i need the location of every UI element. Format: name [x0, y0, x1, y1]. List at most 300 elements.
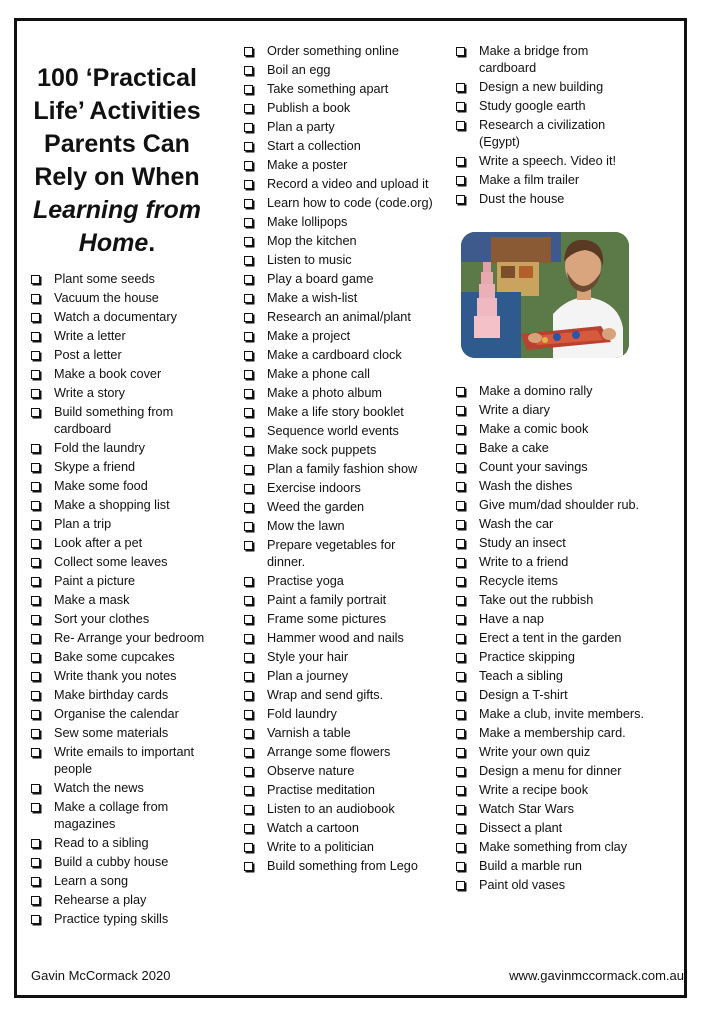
activity-item	[243, 480, 433, 497]
activity-label: Learn a song	[54, 874, 129, 888]
activity-label: Arrange some flowers	[267, 745, 391, 759]
checkbox-icon	[244, 161, 253, 170]
title-period: .	[148, 229, 156, 257]
checkbox-icon	[456, 672, 465, 681]
activity-item	[243, 157, 433, 174]
activity-label: Listen to an audiobook	[267, 802, 395, 816]
checkbox-icon	[31, 877, 40, 886]
checkbox-icon	[31, 729, 40, 738]
activity-item	[243, 347, 433, 364]
activity-item	[30, 780, 218, 797]
activity-label: Take out the rubbish	[479, 593, 594, 607]
checkbox-icon	[31, 915, 40, 924]
activity-label: Look after a pet	[54, 536, 143, 550]
activity-item	[243, 271, 433, 288]
checkbox-icon	[31, 710, 40, 719]
activity-label: Make a photo album	[267, 386, 382, 400]
activity-label: Dust the house	[479, 192, 565, 206]
activity-item	[30, 706, 218, 723]
activity-item	[455, 649, 645, 666]
activity-item	[455, 383, 645, 400]
checkbox-icon	[244, 313, 253, 322]
activity-item	[30, 440, 218, 457]
checkbox-icon	[456, 786, 465, 795]
activity-label: Make a cardboard clock	[267, 348, 402, 362]
activity-item	[243, 744, 433, 761]
activity-item	[455, 497, 645, 514]
checkbox-icon	[456, 691, 465, 700]
activity-item	[30, 799, 218, 833]
checkbox-icon	[244, 634, 253, 643]
activity-list-column-2	[243, 43, 433, 877]
checkbox-icon	[244, 275, 253, 284]
checkbox-icon	[244, 446, 253, 455]
activity-label: Make a book cover	[54, 367, 162, 381]
activity-label: Give mum/dad shoulder rub.	[479, 498, 640, 512]
checkbox-icon	[31, 408, 40, 417]
activity-item	[243, 649, 433, 666]
activity-label: Style your hair	[267, 650, 349, 664]
activity-item	[243, 195, 433, 212]
checkbox-icon	[456, 577, 465, 586]
checkbox-icon	[456, 805, 465, 814]
activity-label: Skype a friend	[54, 460, 136, 474]
activity-label: Plant some seeds	[54, 272, 155, 286]
checkbox-icon	[31, 653, 40, 662]
activity-item	[455, 191, 645, 208]
activity-label: Write thank you notes	[54, 669, 177, 683]
activity-item	[30, 404, 218, 438]
title-line: Parents Can	[44, 130, 190, 158]
checkbox-icon	[31, 615, 40, 624]
activity-label: Study an insect	[479, 536, 566, 550]
activity-item	[243, 706, 433, 723]
activity-label: Observe nature	[267, 764, 355, 778]
activity-label: Erect a tent in the garden	[479, 631, 622, 645]
activity-item	[243, 782, 433, 799]
checkbox-icon	[244, 47, 253, 56]
activity-item	[243, 366, 433, 383]
activity-label: Publish a book	[267, 101, 351, 115]
activity-item	[455, 535, 645, 552]
checkbox-icon	[244, 104, 253, 113]
checkbox-icon	[31, 332, 40, 341]
checkbox-icon	[456, 748, 465, 757]
activity-label: Teach a sibling	[479, 669, 563, 683]
checkbox-icon	[244, 862, 253, 871]
checkbox-icon	[456, 862, 465, 871]
checkbox-icon	[244, 596, 253, 605]
activity-item	[243, 630, 433, 647]
checkbox-icon	[244, 691, 253, 700]
checkbox-icon	[456, 520, 465, 529]
checkbox-icon	[244, 710, 253, 719]
activity-label: Make a bridge from cardboard	[479, 44, 589, 75]
activity-label: Build something from cardboard	[54, 405, 174, 436]
checkbox-icon	[31, 482, 40, 491]
checkbox-icon	[31, 275, 40, 284]
activity-label: Make a comic book	[479, 422, 589, 436]
checkbox-icon	[244, 256, 253, 265]
activity-label: Write a letter	[54, 329, 126, 343]
activity-label: Plan a family fashion show	[267, 462, 418, 476]
checkbox-icon	[456, 121, 465, 130]
checkbox-icon	[31, 784, 40, 793]
checkbox-icon	[31, 858, 40, 867]
activity-item	[455, 117, 645, 151]
activity-item	[30, 535, 218, 552]
activity-label: Write a recipe book	[479, 783, 589, 797]
activity-label: Wrap and send gifts.	[267, 688, 384, 702]
checkbox-icon	[31, 539, 40, 548]
checkbox-icon	[244, 66, 253, 75]
activity-item	[455, 668, 645, 685]
checkbox-icon	[31, 351, 40, 360]
checkbox-icon	[244, 351, 253, 360]
activity-label: Bake some cupcakes	[54, 650, 175, 664]
checkbox-icon	[244, 142, 253, 151]
checkbox-icon	[244, 199, 253, 208]
activity-item	[243, 233, 433, 250]
activity-label: Bake a cake	[479, 441, 549, 455]
activity-item	[30, 630, 218, 647]
checkbox-icon	[456, 195, 465, 204]
activity-item	[243, 668, 433, 685]
checkbox-icon	[456, 83, 465, 92]
activity-item	[455, 554, 645, 571]
activity-label: Rehearse a play	[54, 893, 147, 907]
activity-label: Write emails to important people	[54, 745, 195, 776]
activity-item	[30, 911, 218, 928]
activity-label: Weed the garden	[267, 500, 365, 514]
activity-item	[455, 706, 645, 723]
activity-label: Order something online	[267, 44, 399, 58]
activity-item	[455, 763, 645, 780]
activity-label: Make a domino rally	[479, 384, 593, 398]
activity-list-column-3-bottom	[455, 383, 645, 896]
activity-label: Make a project	[267, 329, 351, 343]
footer-website: www.gavinmccormack.com.au	[509, 968, 684, 983]
checkbox-icon	[244, 484, 253, 493]
activity-item	[455, 153, 645, 170]
activity-item	[243, 611, 433, 628]
activity-label: Practise meditation	[267, 783, 375, 797]
author-photo	[461, 232, 629, 358]
activity-label: Wash the car	[479, 517, 554, 531]
activity-item	[243, 309, 433, 326]
checkbox-icon	[456, 102, 465, 111]
activity-label: Listen to music	[267, 253, 352, 267]
activity-label: Make birthday cards	[54, 688, 169, 702]
footer-author: Gavin McCormack 2020	[31, 968, 171, 983]
checkbox-icon	[244, 786, 253, 795]
checkbox-icon	[31, 896, 40, 905]
checkbox-icon	[456, 710, 465, 719]
activity-label: Learn how to code (code.org)	[267, 196, 433, 210]
activity-item	[30, 854, 218, 871]
activity-item	[455, 573, 645, 590]
checkbox-icon	[456, 47, 465, 56]
checkbox-icon	[31, 803, 40, 812]
activity-label: Hammer wood and nails	[267, 631, 404, 645]
checkbox-icon	[244, 294, 253, 303]
checkbox-icon	[244, 332, 253, 341]
activity-item	[243, 214, 433, 231]
activity-label: Make sock puppets	[267, 443, 377, 457]
activity-label: Study google earth	[479, 99, 586, 113]
activity-list-column-3-top	[455, 43, 645, 210]
activity-item	[455, 592, 645, 609]
checkbox-icon	[31, 596, 40, 605]
activity-item	[243, 328, 433, 345]
activity-label: Make a shopping list	[54, 498, 170, 512]
activity-label: Build something from Lego	[267, 859, 418, 873]
activity-label: Prepare vegetables for dinner.	[267, 538, 396, 569]
activity-label: Research a civilization (Egypt)	[479, 118, 606, 149]
activity-item	[30, 592, 218, 609]
activity-label: Watch the news	[54, 781, 144, 795]
activity-list-column-1	[30, 271, 218, 930]
activity-item	[455, 839, 645, 856]
checkbox-icon	[244, 843, 253, 852]
activity-label: Write a story	[54, 386, 125, 400]
activity-item	[243, 252, 433, 269]
checkbox-icon	[456, 634, 465, 643]
activity-label: Organise the calendar	[54, 707, 179, 721]
activity-label: Boil an egg	[267, 63, 331, 77]
activity-label: Write a diary	[479, 403, 550, 417]
activity-item	[455, 687, 645, 704]
activity-label: Design a T-shirt	[479, 688, 568, 702]
activity-label: Paint a picture	[54, 574, 136, 588]
activity-label: Recycle items	[479, 574, 558, 588]
activity-label: Frame some pictures	[267, 612, 387, 626]
checkbox-icon	[456, 176, 465, 185]
activity-label: Mop the kitchen	[267, 234, 357, 248]
activity-label: Write to a friend	[479, 555, 569, 569]
activity-item	[30, 459, 218, 476]
activity-item	[243, 290, 433, 307]
activity-label: Practice typing skills	[54, 912, 169, 926]
activity-label: Wash the dishes	[479, 479, 573, 493]
activity-label: Paint a family portrait	[267, 593, 387, 607]
activity-label: Practice skipping	[479, 650, 575, 664]
checkbox-icon	[456, 558, 465, 567]
activity-item	[455, 782, 645, 799]
activity-item	[243, 385, 433, 402]
activity-label: Fold laundry	[267, 707, 337, 721]
checkbox-icon	[456, 843, 465, 852]
activity-item	[455, 43, 645, 77]
checkbox-icon	[31, 370, 40, 379]
checkbox-icon	[244, 653, 253, 662]
activity-label: Make a film trailer	[479, 173, 580, 187]
activity-item	[243, 801, 433, 818]
checkbox-icon	[244, 85, 253, 94]
checkbox-icon	[31, 672, 40, 681]
checkbox-icon	[456, 539, 465, 548]
checkbox-icon	[31, 691, 40, 700]
activity-label: Paint old vases	[479, 878, 566, 892]
activity-label: Sew some materials	[54, 726, 169, 740]
title-line: Learning from	[32, 196, 202, 224]
checkbox-icon	[31, 839, 40, 848]
activity-item	[30, 744, 218, 778]
activity-item	[455, 421, 645, 438]
checkbox-icon	[456, 387, 465, 396]
activity-label: Start a collection	[267, 139, 361, 153]
checkbox-icon	[456, 482, 465, 491]
checkbox-icon	[244, 237, 253, 246]
activity-item	[243, 138, 433, 155]
activity-item	[243, 518, 433, 535]
activity-item	[243, 820, 433, 837]
checkbox-icon	[244, 503, 253, 512]
activity-label: Make a life story booklet	[267, 405, 404, 419]
activity-item	[243, 592, 433, 609]
activity-item	[243, 687, 433, 704]
activity-item	[243, 43, 433, 60]
activity-label: Watch a cartoon	[267, 821, 359, 835]
checkbox-icon	[244, 427, 253, 436]
checkbox-icon	[456, 463, 465, 472]
activity-item	[243, 499, 433, 516]
checkbox-icon	[244, 824, 253, 833]
activity-item	[455, 877, 645, 894]
activity-item	[243, 62, 433, 79]
activity-label: Re- Arrange your bedroom	[54, 631, 205, 645]
activity-item	[30, 478, 218, 495]
activity-label: Make a phone call	[267, 367, 370, 381]
title-line: 100 ‘Practical	[37, 64, 197, 92]
checkbox-icon	[456, 615, 465, 624]
activity-label: Build a marble run	[479, 859, 582, 873]
activity-item	[30, 497, 218, 514]
checkbox-icon	[31, 558, 40, 567]
activity-label: Count your savings	[479, 460, 588, 474]
activity-label: Make a club, invite members.	[479, 707, 644, 721]
activity-label: Take something apart	[267, 82, 389, 96]
checkbox-icon	[244, 672, 253, 681]
activity-label: Varnish a table	[267, 726, 351, 740]
checkbox-icon	[456, 157, 465, 166]
activity-item	[243, 763, 433, 780]
checkbox-icon	[456, 596, 465, 605]
activity-label: Watch Star Wars	[479, 802, 574, 816]
activity-label: Plan a trip	[54, 517, 112, 531]
activity-item	[30, 687, 218, 704]
activity-item	[243, 461, 433, 478]
activity-item	[30, 366, 218, 383]
checkbox-icon	[456, 729, 465, 738]
activity-label: Plan a party	[267, 120, 335, 134]
checkbox-icon	[456, 501, 465, 510]
checkbox-icon	[244, 218, 253, 227]
activity-item	[30, 611, 218, 628]
activity-item	[455, 478, 645, 495]
activity-item	[30, 835, 218, 852]
activity-label: Plan a journey	[267, 669, 349, 683]
title-line: Home	[78, 229, 149, 257]
activity-label: Make something from clay	[479, 840, 628, 854]
activity-label: Make a wish-list	[267, 291, 358, 305]
checkbox-icon	[31, 520, 40, 529]
activity-item	[243, 725, 433, 742]
activity-item	[243, 81, 433, 98]
checkbox-icon	[244, 389, 253, 398]
checkbox-icon	[31, 463, 40, 472]
activity-item	[455, 630, 645, 647]
activity-item	[455, 172, 645, 189]
activity-item	[243, 176, 433, 193]
checkbox-icon	[244, 180, 253, 189]
checkbox-icon	[244, 767, 253, 776]
activity-label: Post a letter	[54, 348, 122, 362]
activity-item	[243, 119, 433, 136]
activity-label: Sort your clothes	[54, 612, 150, 626]
activity-label: Make some food	[54, 479, 148, 493]
activity-label: Fold the laundry	[54, 441, 145, 455]
checkbox-icon	[456, 881, 465, 890]
checkbox-icon	[31, 577, 40, 586]
activity-item	[30, 516, 218, 533]
activity-item	[30, 347, 218, 364]
activity-item	[243, 423, 433, 440]
activity-item	[30, 554, 218, 571]
checkbox-icon	[244, 370, 253, 379]
activity-label: Mow the lawn	[267, 519, 345, 533]
activity-item	[455, 820, 645, 837]
checkbox-icon	[456, 824, 465, 833]
activity-label: Design a menu for dinner	[479, 764, 622, 778]
activity-item	[455, 611, 645, 628]
activity-label: Collect some leaves	[54, 555, 168, 569]
checkbox-icon	[244, 522, 253, 531]
checkbox-icon	[31, 501, 40, 510]
activity-item	[455, 79, 645, 96]
activity-item	[243, 858, 433, 875]
checkbox-icon	[31, 313, 40, 322]
checkbox-icon	[456, 425, 465, 434]
checkbox-icon	[31, 748, 40, 757]
activity-item	[30, 649, 218, 666]
activity-item	[455, 440, 645, 457]
checkbox-icon	[244, 577, 253, 586]
activity-item	[30, 668, 218, 685]
activity-label: Vacuum the house	[54, 291, 159, 305]
activity-item	[30, 290, 218, 307]
checkbox-icon	[456, 767, 465, 776]
activity-item	[243, 442, 433, 459]
page-title	[22, 62, 212, 260]
activity-label: Record a video and upload it	[267, 177, 429, 191]
activity-label: Watch a documentary	[54, 310, 177, 324]
checkbox-icon	[244, 615, 253, 624]
checkbox-icon	[456, 444, 465, 453]
activity-item	[455, 744, 645, 761]
activity-item	[455, 801, 645, 818]
checkbox-icon	[244, 729, 253, 738]
activity-label: Dissect a plant	[479, 821, 563, 835]
activity-item	[455, 516, 645, 533]
checkbox-icon	[244, 465, 253, 474]
activity-item	[455, 402, 645, 419]
checkbox-icon	[31, 634, 40, 643]
activity-label: Write a speech. Video it!	[479, 154, 617, 168]
activity-label: Have a nap	[479, 612, 544, 626]
checkbox-icon	[244, 541, 253, 550]
activity-item	[243, 100, 433, 117]
